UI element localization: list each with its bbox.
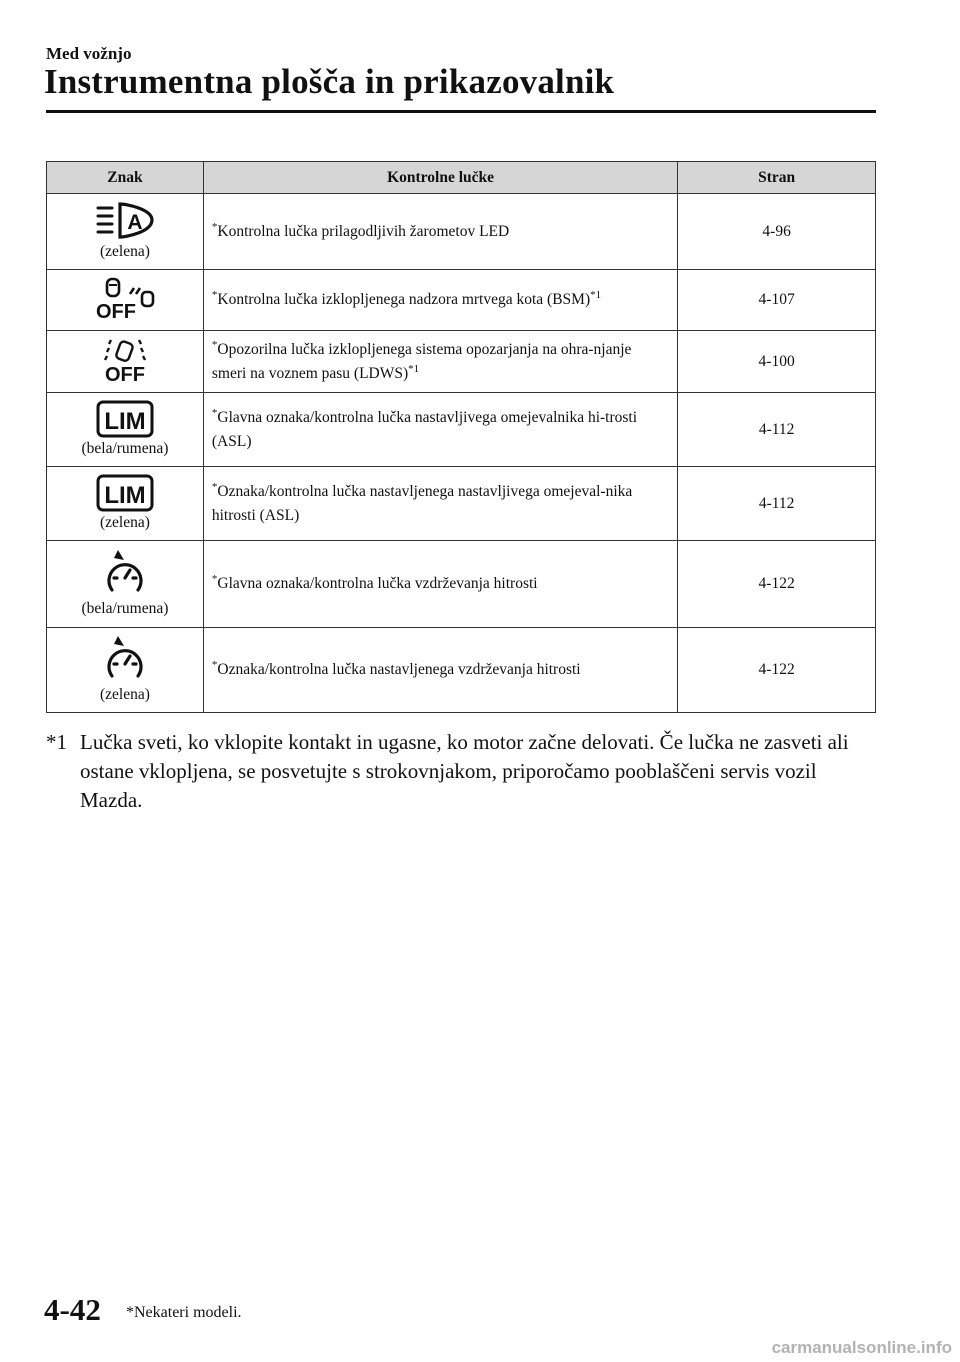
table-row: [47, 270, 876, 331]
symbol-cell: [47, 628, 204, 713]
light-color-label: (zelena): [99, 686, 150, 703]
light-color-label: (zelena): [99, 513, 150, 531]
lim-icon: [96, 474, 154, 512]
section-label: Med vožnjo: [46, 44, 132, 63]
column-header-lights: Kontrolne lučke: [203, 162, 677, 194]
footnote: [46, 728, 878, 815]
table-row: [47, 541, 876, 628]
page-reference: 4-107: [678, 270, 876, 331]
warning-lights-table: [46, 161, 876, 713]
description-cell: *Oznaka/kontrolna lučka nastavljenega nastavljivega omejeval-nika hitrosti (ASL): [203, 467, 677, 541]
svg-text:OFF: OFF: [95, 301, 136, 322]
page-number: 4-42: [44, 1292, 101, 1327]
page-title: Instrumentna plošča in prikazovalnik: [44, 62, 615, 101]
lim-icon: [96, 400, 154, 438]
table-header-row: [47, 162, 876, 194]
light-color-label: (zelena): [99, 242, 150, 260]
svg-text:OFF: OFF: [104, 363, 145, 384]
page-reference: 4-112: [678, 467, 876, 541]
title-rule: [46, 110, 876, 113]
light-color-label: (bela/rumena): [81, 439, 169, 457]
table-row: [47, 331, 876, 393]
column-header-symbol: Znak: [47, 162, 204, 194]
description-cell: *Kontrolna lučka prilagodljivih žarometov LED: [203, 194, 677, 270]
table-row: [47, 194, 876, 270]
symbol-cell: [47, 467, 204, 541]
description-cell: *Opozorilna lučka izklopljenega sistema opozarjanja na ohra-njanje smeri na voznem pasu (LDWS)$^{*1}$: [203, 331, 677, 393]
symbol-cell: [47, 194, 204, 270]
cruise-control-icon: [100, 634, 150, 684]
adaptive-led-headlight-icon: [94, 201, 156, 241]
footnote-text: Lučka sveti, ko vklopite kontakt in ugasne, ko motor začne delovati. Če lučka ne zasveti ali ostane vklopljena, se posvetujte s strokovnjakom, priporočamo pooblaščeni servis vozil Mazda.: [80, 730, 849, 812]
svg-text:LIM: LIM: [104, 407, 146, 435]
page-reference: 4-112: [678, 393, 876, 467]
footnote-mark: *1: [46, 730, 67, 754]
table-row: [47, 628, 876, 713]
page-reference: 4-96: [678, 194, 876, 270]
description-cell: *Glavna oznaka/kontrolna lučka nastavljivega omejevalnika hi-trosti (ASL): [203, 393, 677, 467]
column-header-page: Stran: [678, 162, 876, 194]
description-cell: *Glavna oznaka/kontrolna lučka vzdrževanja hitrosti: [203, 541, 677, 628]
svg-text:A: A: [127, 210, 143, 234]
model-availability-note: *Nekateri modeli.: [126, 1304, 242, 1321]
symbol-cell: [47, 393, 204, 467]
page-reference: 4-122: [678, 628, 876, 713]
svg-text:LIM: LIM: [104, 481, 146, 509]
symbol-cell: [47, 270, 204, 331]
symbol-cell: [47, 541, 204, 628]
watermark: carmanualsonline.info: [771, 1338, 952, 1357]
symbol-cell: [47, 331, 204, 393]
description-cell: *Oznaka/kontrolna lučka nastavljenega vzdrževanja hitrosti: [203, 628, 677, 713]
ldws-off-icon: [103, 338, 147, 384]
page-reference: 4-100: [678, 331, 876, 393]
table-row: [47, 393, 876, 467]
page-reference: 4-122: [678, 541, 876, 628]
light-color-label: (bela/rumena): [81, 600, 169, 617]
description-cell: *Kontrolna lučka izklopljenega nadzora mrtvega kota (BSM)$^{*1}$: [203, 270, 677, 331]
table-row: [47, 467, 876, 541]
cruise-control-icon: [100, 548, 150, 598]
bsm-off-icon: [94, 276, 156, 322]
